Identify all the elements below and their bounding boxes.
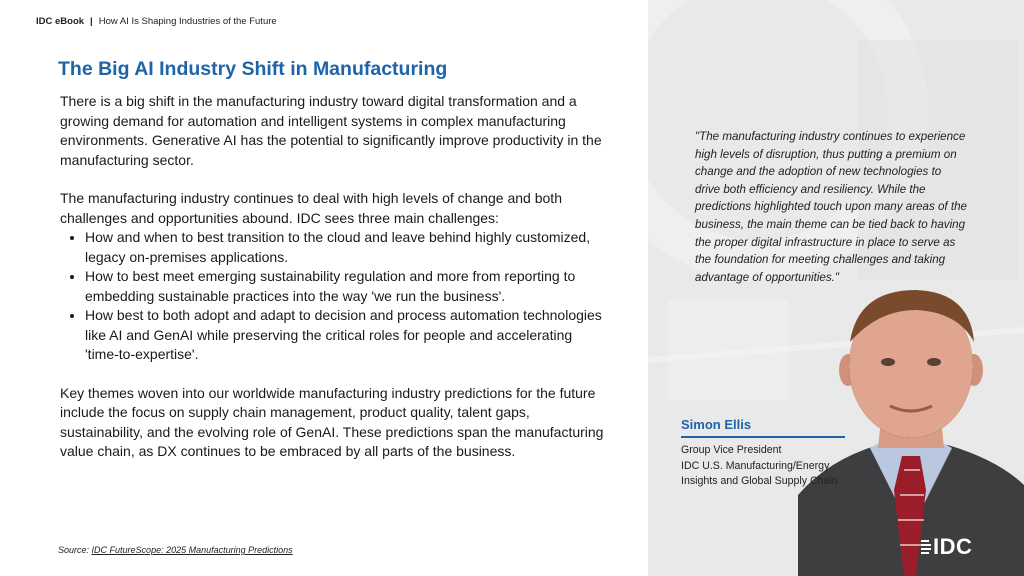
themes-paragraph: Key themes woven into our worldwide manufacturing industry predictions for the future include the focus on supply chain management, product quality, talent gaps, sustainability, and the evolving role of GenAI. These predictions span the manufacturing value chain, as DX continues to be embraced by all parts of the business. [60, 384, 604, 459]
quote-panel [648, 0, 1024, 576]
header-separator: | [90, 16, 93, 27]
idc-logo [921, 534, 972, 560]
name-divider [681, 436, 845, 438]
intro-paragraph: There is a big shift in the manufacturing industry toward digital transformation and a growing demand for automation and intelligent systems in complex manufacturing environments. Generative AI has the potential to significantly improve productivity in the manufacturing sector. [60, 93, 602, 168]
challenges-list [60, 228, 608, 365]
list-item: • How and when to best transition to the cloud and leave behind highly customized, legacy on-premises applications. [85, 228, 608, 267]
header-brand: IDC eBook [36, 16, 85, 27]
list-item: • How best to both adopt and adapt to decision and process automation technologies like AI and GenAI while preserving the critical roles for people and accelerating 'time-to-expertise'. [85, 306, 608, 365]
idc-logo-text: IDC [933, 534, 973, 559]
speaker-photo [798, 280, 1024, 576]
source-note [58, 545, 293, 555]
challenges-intro: The manufacturing industry continues to deal with high levels of change and both challenges and opportunities abound. IDC sees three main challenges: [60, 190, 562, 226]
speaker-name: Simon Ellis [681, 417, 752, 432]
body-text [60, 92, 608, 462]
executive-quote: "The manufacturing industry continues to experience high levels of disruption, thus putting a premium on change and the adoption of new technologies to drive both efficiency and resiliency. While the predictions highlighted touch upon many areas of the business, the main theme can be tied back to having the proper digital infrastructure in place to serve as the foundation for meeting challenges and taking advantage of opportunities." [695, 130, 967, 284]
page-title: The Big AI Industry Shift in Manufacturing [58, 58, 448, 80]
source-link[interactable]: IDC FutureScope: 2025 Manufacturing Predictions [91, 545, 293, 555]
idc-logo-icon [921, 539, 931, 555]
speaker-title: Group Vice President [681, 444, 782, 456]
header-subtitle: How AI Is Shaping Industries of the Future [98, 16, 277, 27]
source-prefix: Source: [58, 545, 90, 555]
ebook-header [36, 16, 277, 27]
speaker-department: IDC U.S. Manufacturing/Energy Insights and Global Supply Chain [681, 459, 838, 487]
speaker-role [681, 443, 856, 490]
list-item: • How to best meet emerging sustainability regulation and more from reporting to embedding sustainable practices into the way 'we run the business'. [85, 267, 608, 306]
